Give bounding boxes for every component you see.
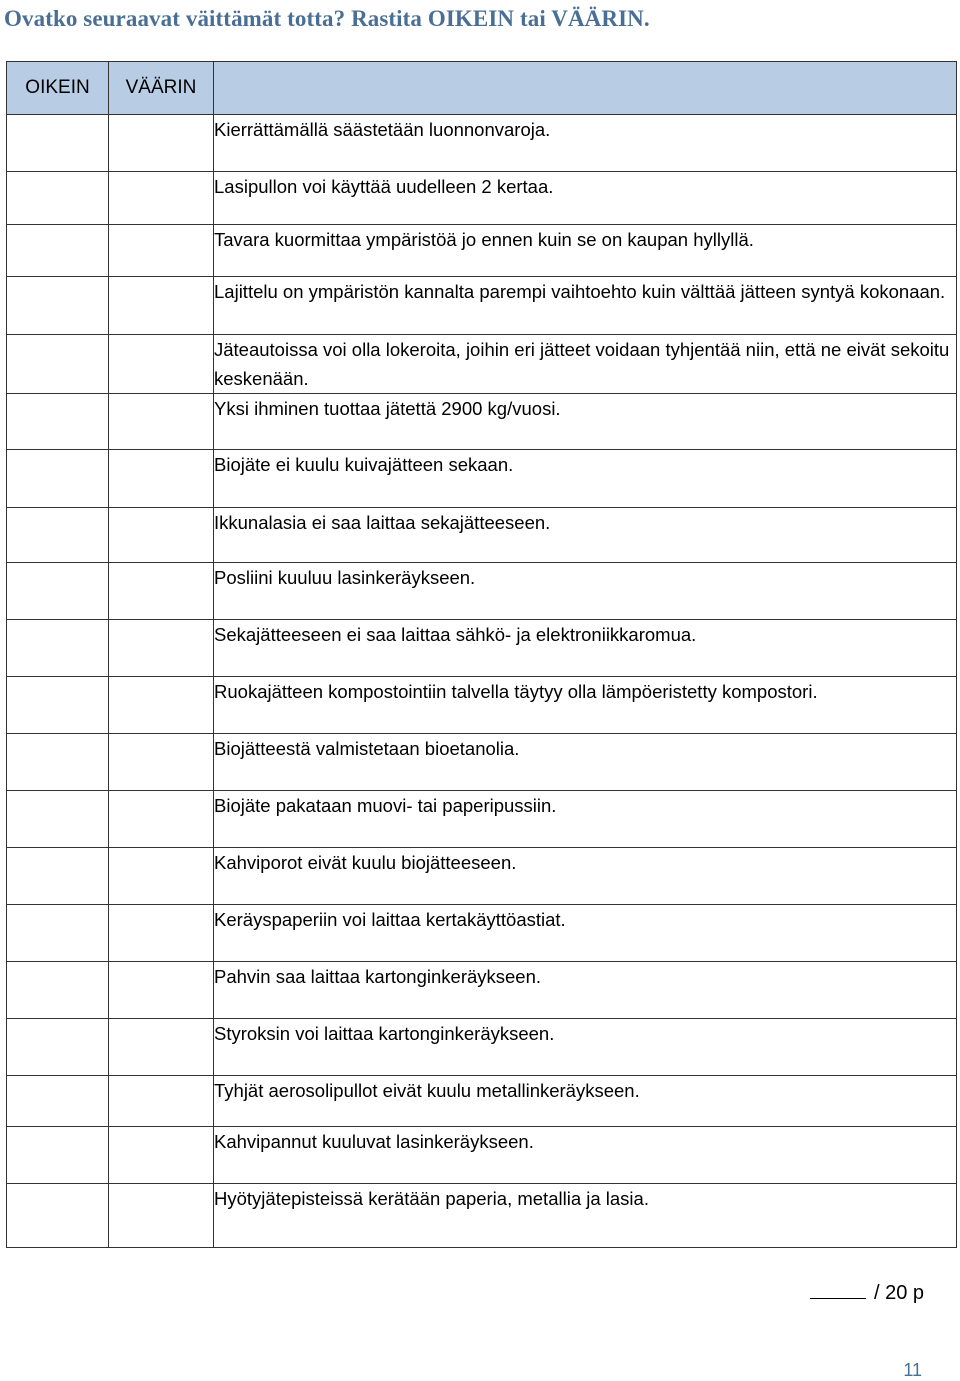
header-statement [214, 62, 957, 115]
oikein-checkbox-cell[interactable] [7, 172, 109, 225]
statement-row [7, 734, 957, 791]
statement-row [7, 277, 957, 335]
statement-row [7, 115, 957, 172]
statement-text: Kahvipannut kuuluvat lasinkeräykseen. [214, 1127, 957, 1184]
oikein-checkbox-cell[interactable] [7, 508, 109, 563]
oikein-checkbox-cell[interactable] [7, 1127, 109, 1184]
oikein-checkbox-cell[interactable] [7, 1076, 109, 1127]
statement-text: Ikkunalasia ei saa laittaa sekajätteeseen. [214, 508, 957, 563]
true-false-table [6, 61, 957, 1248]
vaarin-checkbox-cell[interactable] [109, 1019, 214, 1076]
page-number: 11 [903, 1360, 922, 1380]
statement-text: Tavara kuormittaa ympäristöä jo ennen kuin se on kaupan hyllyllä. [214, 225, 957, 277]
statement-row [7, 905, 957, 962]
vaarin-checkbox-cell[interactable] [109, 172, 214, 225]
statement-text: Biojäte pakataan muovi- tai paperipussiin. [214, 791, 957, 848]
vaarin-checkbox-cell[interactable] [109, 115, 214, 172]
oikein-checkbox-cell[interactable] [7, 115, 109, 172]
statement-row [7, 508, 957, 563]
vaarin-checkbox-cell[interactable] [109, 563, 214, 620]
statement-row [7, 335, 957, 394]
vaarin-checkbox-cell[interactable] [109, 677, 214, 734]
oikein-checkbox-cell[interactable] [7, 450, 109, 508]
statement-text: Kierrättämällä säästetään luonnonvaroja. [214, 115, 957, 172]
score-blank[interactable] [810, 1278, 866, 1299]
statement-row [7, 1019, 957, 1076]
statement-text: Pahvin saa laittaa kartonginkeräykseen. [214, 962, 957, 1019]
vaarin-checkbox-cell[interactable] [109, 1127, 214, 1184]
statement-text: Ruokajätteen kompostointiin talvella täytyy olla lämpöeristetty kompostori. [214, 677, 957, 734]
statement-text: Tyhjät aerosolipullot eivät kuulu metallinkeräykseen. [214, 1076, 957, 1127]
statement-row [7, 1127, 957, 1184]
vaarin-checkbox-cell[interactable] [109, 620, 214, 677]
score-total: / 20 p [873, 1282, 924, 1304]
vaarin-checkbox-cell[interactable] [109, 225, 214, 277]
vaarin-checkbox-cell[interactable] [109, 734, 214, 791]
statement-row [7, 1184, 957, 1248]
statement-row [7, 394, 957, 450]
statement-row [7, 962, 957, 1019]
statement-text: Kahviporot eivät kuulu biojätteeseen. [214, 848, 957, 905]
vaarin-checkbox-cell[interactable] [109, 508, 214, 563]
oikein-checkbox-cell[interactable] [7, 620, 109, 677]
statement-text: Jäteautoissa voi olla lokeroita, joihin eri jätteet voidaan tyhjentää niin, että ne eivät sekoitu keskenään. [214, 335, 957, 394]
statement-row [7, 848, 957, 905]
statement-row [7, 677, 957, 734]
vaarin-checkbox-cell[interactable] [109, 394, 214, 450]
vaarin-checkbox-cell[interactable] [109, 791, 214, 848]
oikein-checkbox-cell[interactable] [7, 1019, 109, 1076]
oikein-checkbox-cell[interactable] [7, 563, 109, 620]
statement-text: Biojätteestä valmistetaan bioetanolia. [214, 734, 957, 791]
oikein-checkbox-cell[interactable] [7, 791, 109, 848]
header-oikein: OIKEIN [7, 62, 109, 115]
header-vaarin: VÄÄRIN [109, 62, 214, 115]
oikein-checkbox-cell[interactable] [7, 734, 109, 791]
page-heading: Ovatko seuraavat väittämät totta? Rastita OIKEIN tai VÄÄRIN. [4, 6, 650, 31]
statement-text: Keräyspaperiin voi laittaa kertakäyttöastiat. [214, 905, 957, 962]
statement-text: Biojäte ei kuulu kuivajätteen sekaan. [214, 450, 957, 508]
statement-row [7, 791, 957, 848]
oikein-checkbox-cell[interactable] [7, 225, 109, 277]
statement-text: Lajittelu on ympäristön kannalta parempi vaihtoehto kuin välttää jätteen syntyä kokonaan. [214, 277, 957, 335]
vaarin-checkbox-cell[interactable] [109, 335, 214, 394]
statement-text: Sekajätteeseen ei saa laittaa sähkö- ja elektroniikkaromua. [214, 620, 957, 677]
vaarin-checkbox-cell[interactable] [109, 848, 214, 905]
oikein-checkbox-cell[interactable] [7, 962, 109, 1019]
oikein-checkbox-cell[interactable] [7, 677, 109, 734]
vaarin-checkbox-cell[interactable] [109, 450, 214, 508]
statement-text: Styroksin voi laittaa kartonginkeräykseen. [214, 1019, 957, 1076]
oikein-checkbox-cell[interactable] [7, 905, 109, 962]
oikein-checkbox-cell[interactable] [7, 848, 109, 905]
statement-row [7, 225, 957, 277]
statement-text: Posliini kuuluu lasinkeräykseen. [214, 563, 957, 620]
vaarin-checkbox-cell[interactable] [109, 1184, 214, 1248]
statement-text: Lasipullon voi käyttää uudelleen 2 kertaa. [214, 172, 957, 225]
statement-row [7, 563, 957, 620]
statement-row [7, 1076, 957, 1127]
oikein-checkbox-cell[interactable] [7, 277, 109, 335]
score-line [810, 1278, 924, 1305]
oikein-checkbox-cell[interactable] [7, 1184, 109, 1248]
statement-text: Yksi ihminen tuottaa jätettä 2900 kg/vuosi. [214, 394, 957, 450]
vaarin-checkbox-cell[interactable] [109, 277, 214, 335]
oikein-checkbox-cell[interactable] [7, 335, 109, 394]
statement-row [7, 450, 957, 508]
vaarin-checkbox-cell[interactable] [109, 1076, 214, 1127]
statement-text: Hyötyjätepisteissä kerätään paperia, metallia ja lasia. [214, 1184, 957, 1248]
vaarin-checkbox-cell[interactable] [109, 905, 214, 962]
statement-row [7, 172, 957, 225]
table-header-row [7, 62, 957, 115]
vaarin-checkbox-cell[interactable] [109, 962, 214, 1019]
statement-row [7, 620, 957, 677]
oikein-checkbox-cell[interactable] [7, 394, 109, 450]
